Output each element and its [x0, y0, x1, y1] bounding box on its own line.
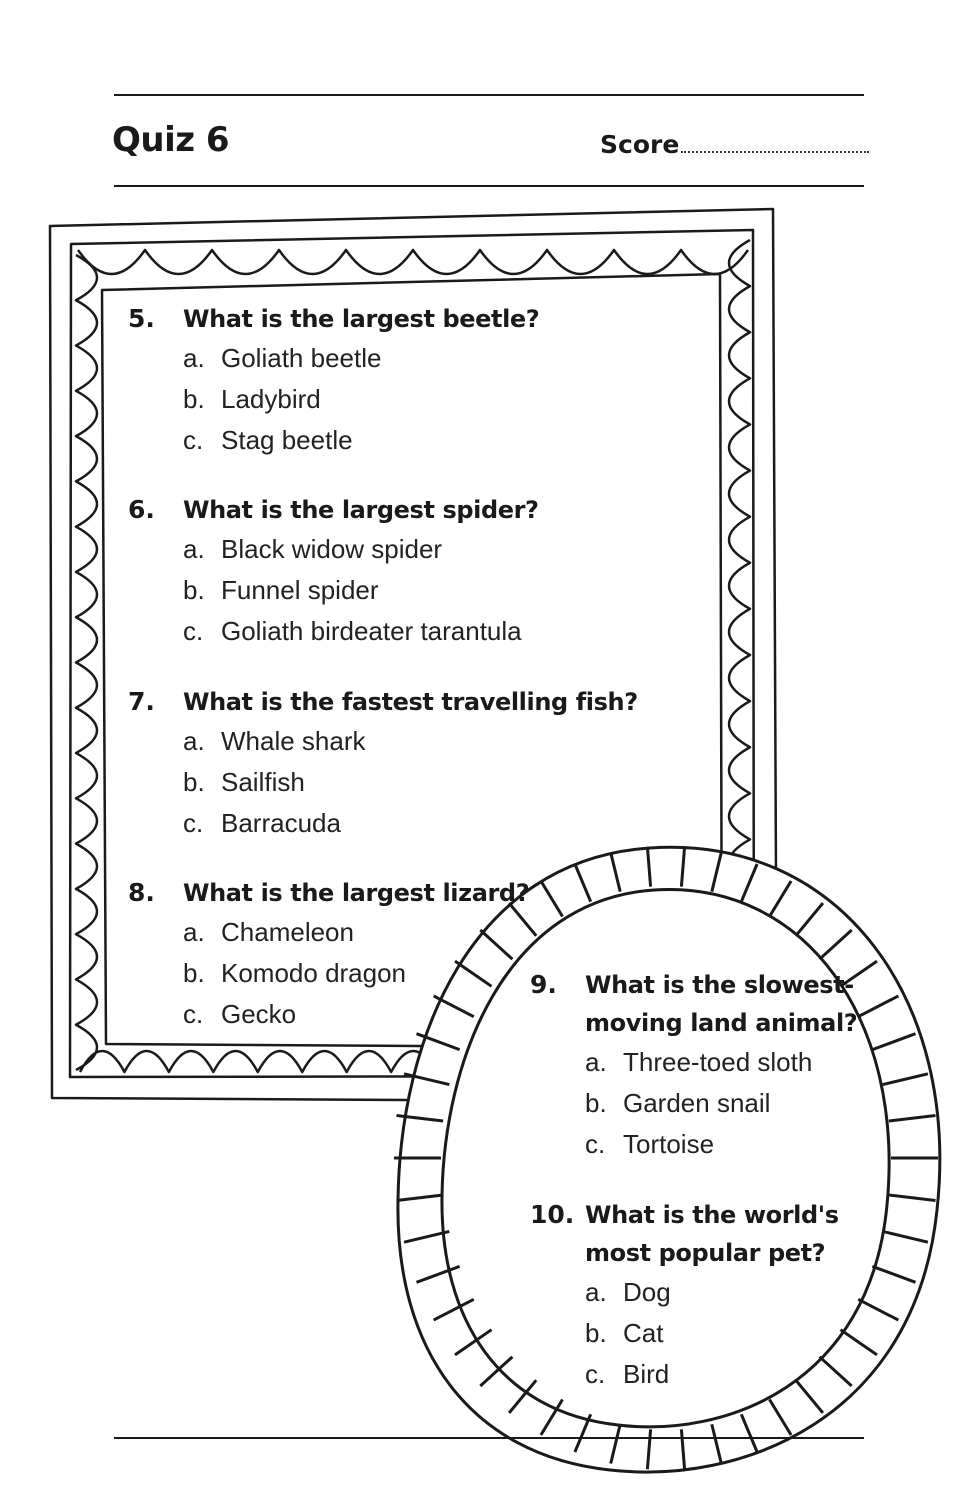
answer-option	[183, 721, 638, 762]
option-letter: b.	[183, 384, 205, 414]
option-text: Sailfish	[221, 767, 305, 797]
answer-option	[183, 529, 539, 570]
question-8	[128, 874, 529, 1035]
question-7	[128, 683, 638, 844]
question-number: 6.	[128, 495, 155, 524]
answer-option	[183, 570, 539, 611]
question-10	[530, 1196, 870, 1395]
option-letter: b.	[183, 575, 205, 605]
answer-option	[183, 953, 529, 994]
option-letter: b.	[183, 767, 205, 797]
answer-option	[183, 762, 638, 803]
option-text: Chameleon	[221, 917, 354, 947]
answer-option	[183, 420, 539, 461]
answer-option	[585, 1313, 870, 1354]
footer-rule	[114, 1437, 864, 1439]
question-text: What is the largest beetle?	[183, 305, 540, 333]
question-text: What is the world's most popular pet?	[585, 1201, 839, 1267]
question-number: 7.	[128, 687, 155, 716]
option-text: Stag beetle	[221, 425, 353, 455]
option-letter: a.	[183, 726, 205, 756]
option-text: Komodo dragon	[221, 958, 407, 988]
option-text: Three-toed sloth	[623, 1047, 813, 1077]
question-text: What is the slowest-moving land animal?	[585, 971, 858, 1037]
answer-option	[183, 912, 529, 953]
option-letter: c.	[585, 1129, 606, 1159]
option-letter: c.	[183, 616, 204, 646]
option-letter: a.	[183, 534, 205, 564]
option-text: Goliath birdeater tarantula	[221, 616, 522, 646]
option-letter: c.	[183, 808, 204, 838]
option-text: Funnel spider	[221, 575, 379, 605]
question-number: 9.	[530, 970, 557, 999]
option-text: Black widow spider	[221, 534, 443, 564]
question-text: What is the largest lizard?	[183, 879, 530, 907]
score-label: Score	[600, 130, 680, 159]
question-number: 10.	[530, 1200, 575, 1229]
option-text: Barracuda	[221, 808, 341, 838]
answer-option	[183, 611, 539, 652]
answer-option	[585, 1354, 870, 1395]
question-5	[128, 300, 539, 461]
option-letter: c.	[183, 425, 204, 455]
question-9	[530, 966, 870, 1165]
option-letter: a.	[183, 917, 205, 947]
quiz-title: Quiz 6	[112, 120, 230, 160]
question-text: What is the fastest travelling fish?	[183, 688, 638, 716]
option-letter: b.	[585, 1088, 607, 1118]
answer-option	[183, 338, 539, 379]
question-number: 8.	[128, 878, 155, 907]
option-text: Tortoise	[623, 1129, 715, 1159]
option-text: Bird	[623, 1359, 670, 1389]
option-text: Goliath beetle	[221, 343, 382, 373]
option-text: Garden snail	[623, 1088, 771, 1118]
option-letter: a.	[183, 343, 205, 373]
answer-option	[183, 803, 638, 844]
option-letter: a.	[585, 1277, 607, 1307]
question-number: 5.	[128, 304, 155, 333]
option-letter: c.	[183, 999, 204, 1029]
option-letter: b.	[585, 1318, 607, 1348]
option-text: Ladybird	[221, 384, 321, 414]
option-letter: b.	[183, 958, 205, 988]
answer-option	[585, 1042, 870, 1083]
option-text: Dog	[623, 1277, 671, 1307]
answer-option	[183, 994, 529, 1035]
option-letter: c.	[585, 1359, 606, 1389]
question-6	[128, 491, 539, 652]
option-text: Whale shark	[221, 726, 366, 756]
answer-option	[585, 1124, 870, 1165]
answer-option	[585, 1083, 870, 1124]
answer-option	[585, 1272, 870, 1313]
option-text: Cat	[623, 1318, 664, 1348]
answer-option	[183, 379, 539, 420]
option-letter: a.	[585, 1047, 607, 1077]
option-text: Gecko	[221, 999, 297, 1029]
question-text: What is the largest spider?	[183, 496, 539, 524]
